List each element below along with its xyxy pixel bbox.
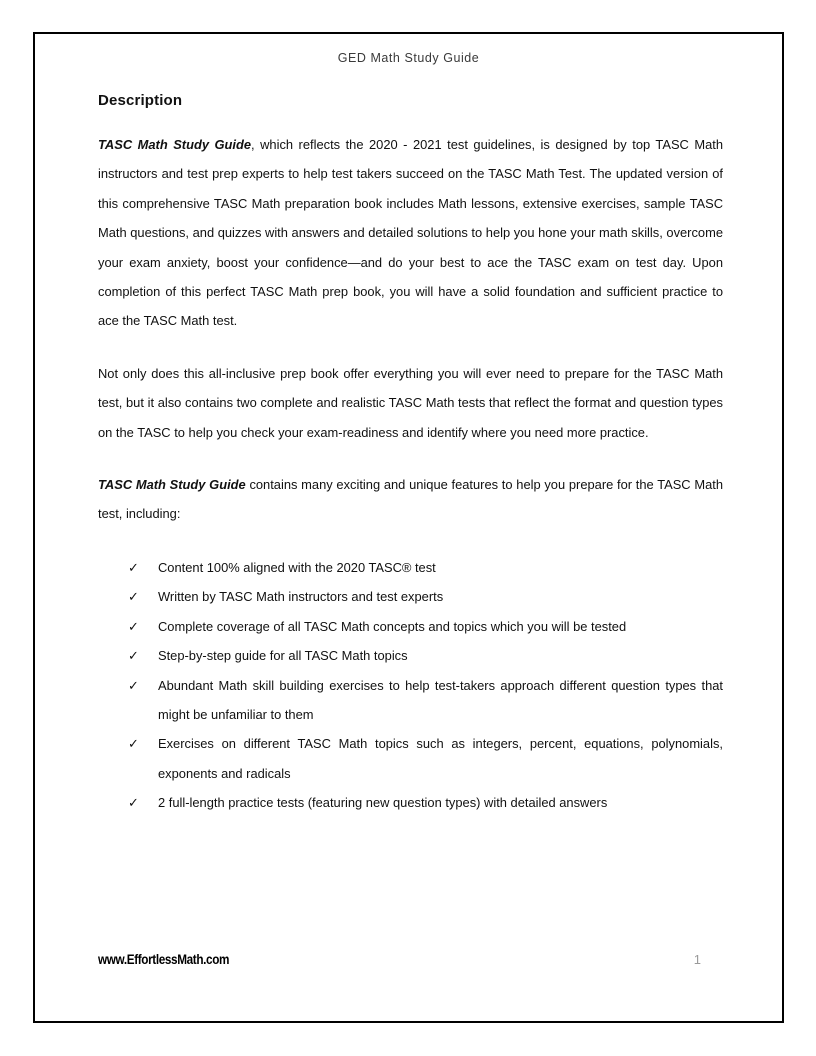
paragraph-1-lead-title: TASC Math Study Guide xyxy=(98,137,252,152)
footer-website-label: www.EffortlessMath.com xyxy=(98,951,230,967)
running-header: GED Math Study Guide xyxy=(337,51,480,65)
checkmark-icon: ✓ xyxy=(128,736,139,752)
checkmark-icon: ✓ xyxy=(128,795,139,811)
checkmark-icon: ✓ xyxy=(128,677,139,693)
list-item-label: Exercises on different TASC Math topics such as integers, percent, equations, polynomials, exponents and radicals xyxy=(158,736,723,781)
feature-checklist xyxy=(98,553,723,818)
list-item xyxy=(98,671,723,730)
checkmark-icon: ✓ xyxy=(128,618,139,634)
section-heading-description: Description xyxy=(98,92,183,109)
checkmark-icon: ✓ xyxy=(128,559,139,575)
paragraph-2 xyxy=(98,359,723,447)
paragraph-3 xyxy=(98,470,723,529)
document-content xyxy=(98,92,723,818)
list-item xyxy=(98,641,723,670)
checkmark-icon: ✓ xyxy=(128,648,139,664)
paragraph-1 xyxy=(98,130,723,336)
list-item xyxy=(98,582,723,611)
page-number: 1 xyxy=(693,952,701,967)
paragraph-3-body: contains many exciting and unique features to help you prepare for the TASC Math test, including: xyxy=(98,477,723,522)
paragraph-3-lead-title: TASC Math Study Guide xyxy=(98,477,246,493)
checkmark-icon: ✓ xyxy=(128,589,139,605)
list-item-label: Written by TASC Math instructors and test experts xyxy=(158,589,444,605)
page-footer xyxy=(98,951,742,971)
list-item-label: Step-by-step guide for all TASC Math topics xyxy=(158,648,408,664)
page-sheet xyxy=(33,32,784,1023)
list-item xyxy=(98,788,723,817)
list-item xyxy=(98,729,723,788)
list-item-label: 2 full-length practice tests (featuring new question types) with detailed answers xyxy=(158,795,608,811)
paragraph-1-body: , which reflects the 2020 - 2021 test guidelines, is designed by top TASC Math instructors and test prep experts to help test takers succeed on the TASC Math Test. The updated version of this comprehensive TASC Math preparation book includes Math lessons, extensive exercises, sample TASC Math questions, and quizzes with answers and detailed solutions to help you hone your math skills, overcome your exam anxiety, boost your confidence—and do your best to ace the TASC exam on test day. Upon completion of this perfect TASC Math prep book, you will have a solid foundation and sufficient practice to ace the TASC Math test. xyxy=(98,137,724,329)
paragraph-2-body: Not only does this all-inclusive prep book offer everything you will ever need to prepare for the TASC Math test, but it also contains two complete and realistic TASC Math tests that reflect the format and question types on the TASC to help you check your exam-readiness and identify where you need more practice. xyxy=(98,365,723,440)
list-item-label: Content 100% aligned with the 2020 TASC® test xyxy=(158,559,436,575)
list-item-label: Complete coverage of all TASC Math concepts and topics which you will be tested xyxy=(158,618,627,634)
list-item xyxy=(98,553,723,582)
list-item-label: Abundant Math skill building exercises to help test-takers approach different question types that might be unfamiliar to them xyxy=(158,677,723,722)
list-item xyxy=(98,612,723,641)
